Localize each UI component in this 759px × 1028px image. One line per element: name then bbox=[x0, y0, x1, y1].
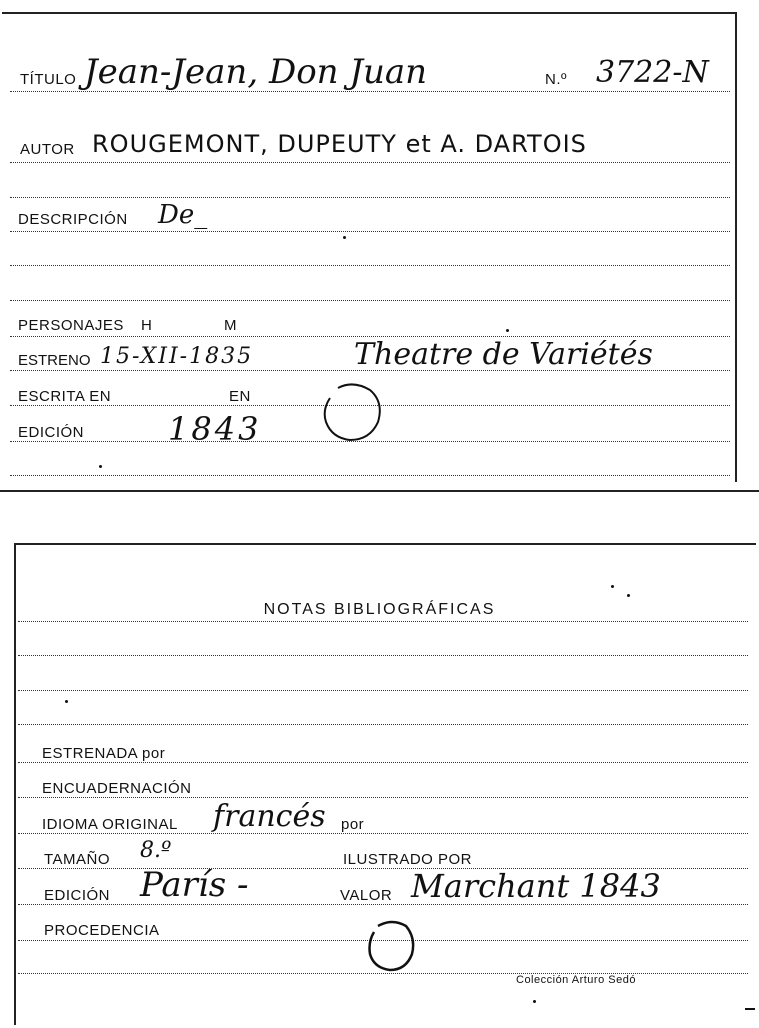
escrita-en-label: EN bbox=[229, 388, 251, 405]
blank-rule bbox=[10, 197, 730, 198]
scan-speck bbox=[627, 594, 630, 597]
idioma-rule bbox=[18, 833, 748, 834]
descripcion-rule-2 bbox=[10, 265, 730, 266]
estrenada-label: ESTRENADA por bbox=[42, 745, 166, 762]
estrenada-rule bbox=[18, 762, 748, 763]
card-separator bbox=[0, 490, 759, 492]
personajes-m-label: M bbox=[224, 317, 237, 334]
scan-speck bbox=[533, 1000, 536, 1003]
escrita-label: ESCRITA EN bbox=[18, 388, 112, 405]
notas-title: NOTAS BIBLIOGRÁFICAS bbox=[263, 601, 496, 618]
idioma-label: IDIOMA ORIGINAL bbox=[42, 816, 178, 833]
autor-value: ROUGEMONT, DUPEUTY et A. DARTOIS bbox=[92, 130, 587, 158]
notas-rule-4 bbox=[18, 724, 748, 725]
tamano-label: TAMAÑO bbox=[44, 851, 111, 868]
tamano-value: 8.º bbox=[140, 838, 172, 863]
scan-speck bbox=[506, 329, 509, 332]
idioma-value: francés bbox=[213, 799, 326, 834]
titulo-label: TÍTULO bbox=[20, 71, 77, 88]
notas-rule-3 bbox=[18, 690, 748, 691]
procedencia-label: PROCEDENCIA bbox=[44, 922, 160, 939]
seal-stamp-icon bbox=[364, 918, 418, 976]
scan-speck bbox=[99, 465, 102, 468]
estreno-lugar: Theatre de Variétés bbox=[354, 337, 653, 372]
encuadernacion-rule bbox=[18, 797, 748, 798]
encuadernacion-label: ENCUADERNACIÓN bbox=[42, 780, 192, 797]
valor-label: VALOR bbox=[340, 887, 393, 904]
numero-value: 3722-N bbox=[596, 55, 709, 90]
ilustrado-label: ILUSTRADO POR bbox=[343, 851, 473, 868]
valor-value: Marchant 1843 bbox=[411, 867, 661, 905]
personajes-h-label: H bbox=[141, 317, 153, 334]
scan-speck bbox=[343, 236, 346, 239]
autor-label: AUTOR bbox=[20, 141, 75, 158]
notas-rule-2 bbox=[18, 655, 748, 656]
notas-rule-1 bbox=[18, 621, 748, 622]
descripcion-label: DESCRIPCIÓN bbox=[18, 211, 128, 228]
scan-speck bbox=[611, 585, 614, 588]
descripcion-value: De_ bbox=[158, 200, 208, 230]
edicion-back-label: EDICIÓN bbox=[44, 887, 111, 904]
bottom-rule bbox=[10, 475, 730, 476]
scan-speck bbox=[745, 1008, 755, 1010]
estreno-label: ESTRENO bbox=[18, 352, 91, 369]
descripcion-rule-3 bbox=[10, 300, 730, 301]
numero-label: N.º bbox=[545, 71, 567, 88]
coleccion-credit: Colección Arturo Sedó bbox=[516, 974, 636, 986]
edicion-value: 1843 bbox=[168, 410, 262, 448]
autor-rule bbox=[10, 162, 730, 163]
scan-speck bbox=[65, 700, 68, 703]
edicion-back-value: París - bbox=[140, 865, 249, 905]
estreno-value: 15-XII-1835 bbox=[100, 344, 254, 369]
titulo-value: Jean-Jean, Don Juan bbox=[84, 52, 428, 92]
edicion-label: EDICIÓN bbox=[18, 424, 85, 441]
personajes-label: PERSONAJES bbox=[18, 317, 124, 334]
por-label: por bbox=[341, 816, 365, 833]
descripcion-rule bbox=[10, 231, 730, 232]
seal-stamp-icon bbox=[318, 380, 388, 446]
